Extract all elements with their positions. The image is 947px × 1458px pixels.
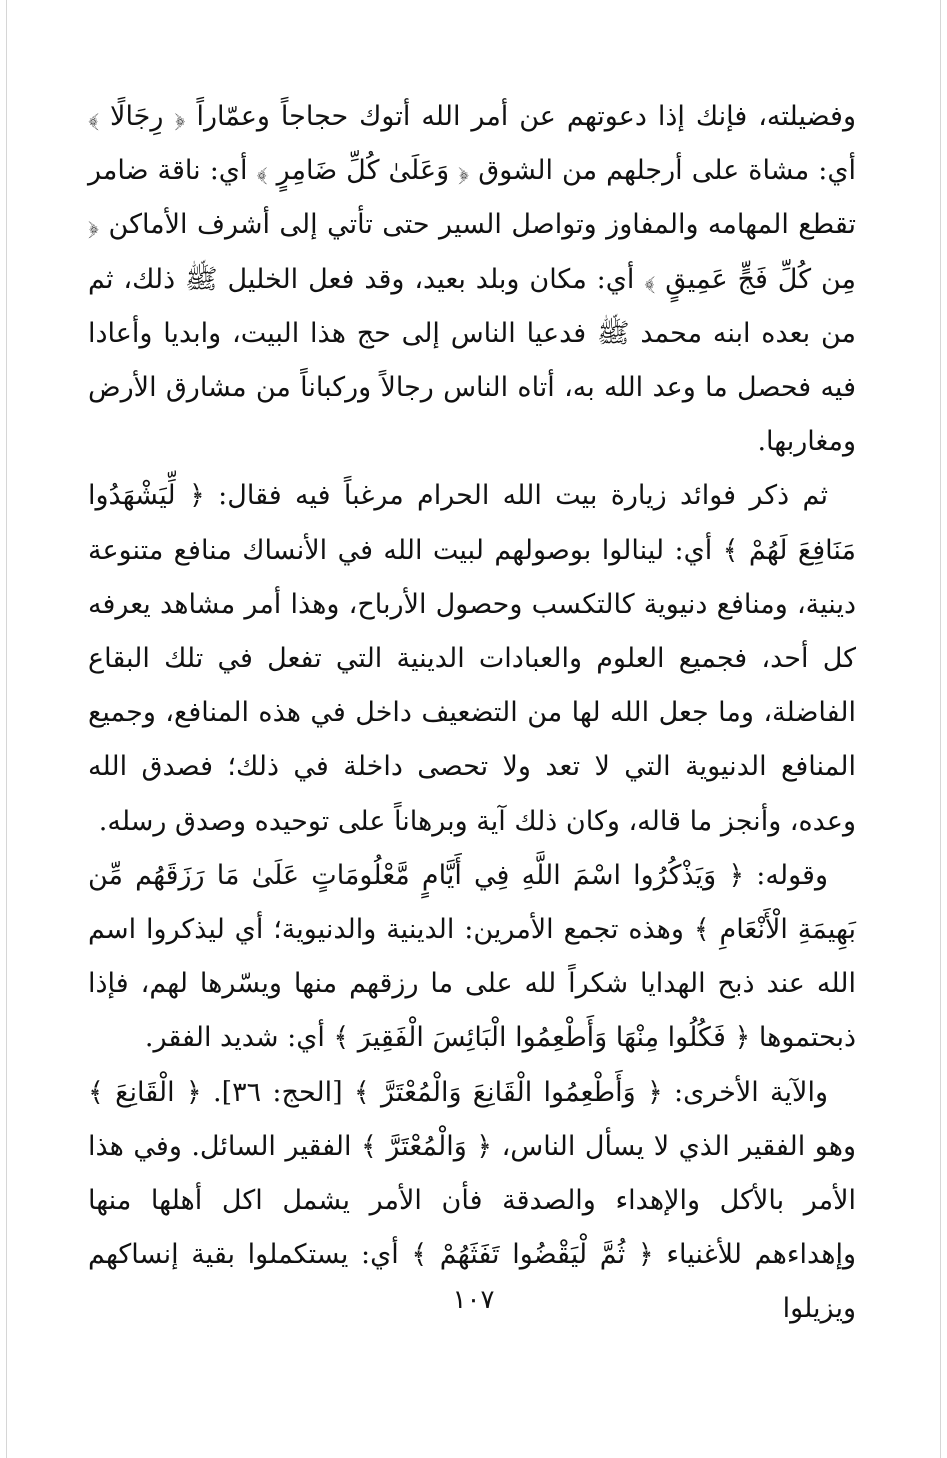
page-body bbox=[88, 90, 856, 1337]
page-number: ١٠٧ bbox=[452, 1285, 495, 1315]
paragraph-3: وقوله: ﴿ وَيَذْكُرُوا اسْمَ اللَّهِ فِي أَيَّامٍ مَّعْلُومَاتٍ عَلَىٰ مَا رَزَقَهُم مِّن بَهِيمَةِ الْأَنْعَامِ ﴾ وهذه تجمع الأمرين: الدينية والدنيوية؛ أي ليذكروا اسم الله عند ذبح الهدايا شكراً لله على ما رزقهم منها ويسّرها لهم، فإذا ذبحتموها ﴿ فَكُلُوا مِنْهَا وَأَطْعِمُوا الْبَائِسَ الْفَقِيرَ ﴾ أي: شديد الفقر. bbox=[88, 859, 856, 1054]
paragraph-1: وفضيلته، فإنك إذا دعوتهم عن أمر الله أتوك حجاجاً وعمّاراً ﴿ رِجَالًا ﴾ أي: مشاة على أرجلهم من الشوق ﴿ وَعَلَىٰ كُلِّ ضَامِرٍ ﴾ أي: ناقة ضامر تقطع المهامه والمفاوز وتواصل السير حتى تأتي إلى أشرف الأماكن ﴿ مِن كُلِّ فَجٍّ عَمِيقٍ ﴾ أي: مكان وبلد بعيد، وقد فعل الخليل ﷺ ذلك، ثم من بعده ابنه محمد ﷺ فدعيا الناس إلى حج هذا البيت، وابديا وأعادا فيه فحصل ما وعد الله به، أتاه الناس رجالاً وركباناً من مشارق الأرض ومغاربها. bbox=[88, 101, 856, 458]
paragraph-2: ثم ذكر فوائد زيارة بيت الله الحرام مرغباً فيه فقال: ﴿ لِّيَشْهَدُوا مَنَافِعَ لَهُمْ ﴾ أي: لينالوا بوصولهم لبيت الله في الأنساك منافع متنوعة دينية، ومنافع دنيوية كالتكسب وحصول الأرباح، وهذا أمر مشاهد يعرفه كل أحد، فجميع العلوم والعبادات الدينية التي تفعل في تلك البقاع الفاضلة، وما جعل الله لها من التضعيف داخل في هذه المنافع، وجميع المنافع الدنيوية التي لا تعد ولا تحصى داخلة في ذلك؛ فصدق الله وعده، وأنجز ما قاله، وكان ذلك آية وبرهاناً على توحيده وصدق رسله. bbox=[88, 480, 856, 837]
paragraph-4: والآية الأخرى: ﴿ وَأَطْعِمُوا الْقَانِعَ وَالْمُعْتَرَّ ﴾ [الحج: ٣٦]. ﴿ الْقَانِعَ ﴾ وهو الفقير الذي لا يسأل الناس، ﴿ وَالْمُعْتَرَّ ﴾ الفقير السائل. وفي هذا الأمر بالأكل والإهداء والصدقة فأن الأمر يشمل اكل أهلها منها وإهداءهم للأغنياء ﴿ ثُمَّ لْيَقْضُوا تَفَثَهُمْ ﴾ أي: يستكملوا بقية إنساكهم ويزيلوا bbox=[88, 1076, 856, 1325]
scan-margin-line-right bbox=[940, 0, 941, 1458]
scan-margin-line-left bbox=[6, 0, 7, 1458]
